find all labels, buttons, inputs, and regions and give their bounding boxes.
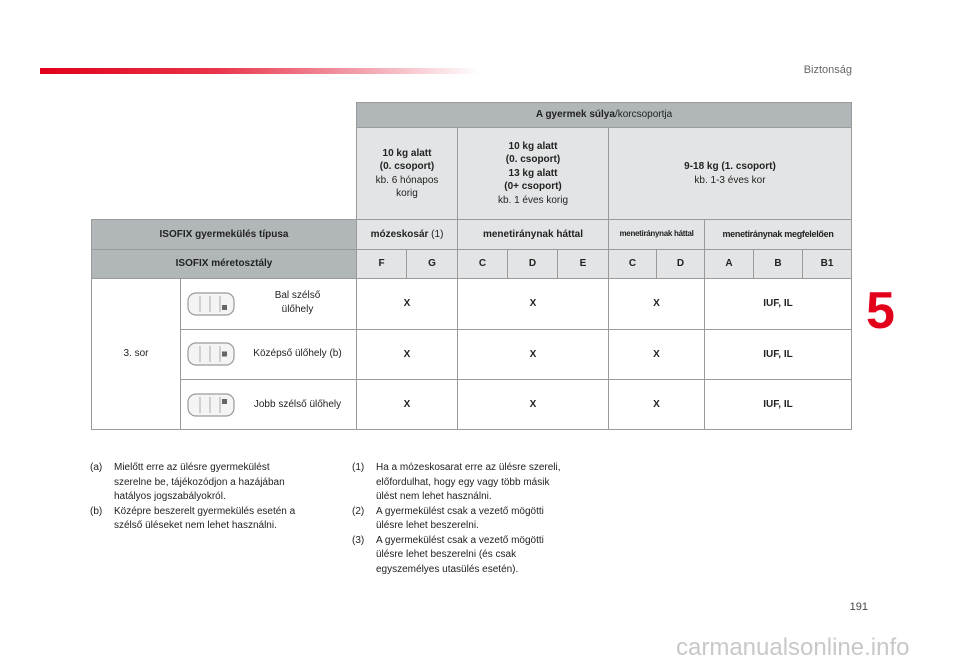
page-number: 191: [849, 601, 868, 613]
note-item: (3) A gyermekülést csak a vezető mögötti ülésre lehet beszerelni (és csak egyszemélyes utasülés esetén).: [352, 534, 544, 575]
size-class-cell: C: [457, 249, 508, 279]
type-cell-0: mózeskosár (1): [356, 219, 458, 250]
watermark: carmanualsonline.info: [676, 634, 910, 661]
size-class-label: ISOFIX méretosztály: [91, 249, 357, 279]
seat-name-middle: Középső ülőhely (b): [253, 348, 342, 359]
section-title: Biztonság: [803, 64, 852, 76]
value-cell: IUF, IL: [704, 278, 852, 330]
type-cell-2: menetiránynak háttal: [608, 219, 705, 250]
group-cell-1: 10 kg alatt (0. csoport) 13 kg alatt (0+ csoport) kb. 1 éves korig: [457, 127, 609, 220]
isofix-type-label: ISOFIX gyermekülés típusa: [91, 219, 357, 250]
value-cell: IUF, IL: [704, 379, 852, 430]
size-class-cell: E: [557, 249, 609, 279]
group-cell-0: 10 kg alatt (0. csoport) kb. 6 hónapos korig: [356, 127, 458, 220]
note-item: (a) Mielőtt erre az ülésre gyermekülést szerelne be, tájékozódjon a hazájában hatályos jogszabályokról.: [90, 462, 285, 502]
size-class-cell: D: [656, 249, 705, 279]
notes-left: [90, 461, 340, 534]
size-class-cell: G: [406, 249, 458, 279]
size-class-cell: C: [608, 249, 657, 279]
car-seat-middle-icon: [186, 341, 236, 367]
value-cell: X: [457, 329, 609, 380]
value-cell: X: [608, 379, 705, 430]
size-class-cell: B: [753, 249, 803, 279]
seat-name-right: Jobb szélső ülőhely: [253, 399, 342, 410]
seat-name-left: Bal szélső ülőhely: [274, 290, 321, 315]
size-class-cell: B1: [802, 249, 852, 279]
car-seat-right-icon: [186, 392, 236, 418]
value-cell: IUF, IL: [704, 329, 852, 380]
value-cell: X: [356, 278, 458, 330]
value-cell: X: [608, 329, 705, 380]
notes-right: [352, 461, 612, 577]
type-cell-3: menetiránynak megfelelően: [704, 219, 852, 250]
value-cell: X: [457, 278, 609, 330]
size-class-cell: F: [356, 249, 407, 279]
chapter-number: 5: [866, 282, 895, 340]
value-cell: X: [608, 278, 705, 330]
value-cell: X: [457, 379, 609, 430]
note-item: (2) A gyermekülést csak a vezető mögötti ülésre lehet beszerelni.: [352, 505, 544, 531]
header-accent-bar: [40, 68, 480, 74]
value-cell: X: [356, 329, 458, 380]
row-label: 3. sor: [91, 278, 181, 430]
car-seat-left-icon: [186, 291, 236, 317]
note-item: (1) Ha a mózeskosarat erre az ülésre szereli, előfordulhat, hogy egy vagy több másik ülést nem lehet használni.: [352, 462, 561, 502]
size-class-cell: D: [507, 249, 558, 279]
note-item: (b) Középre beszerelt gyermekülés esetén a szélső üléseket nem lehet használni.: [90, 505, 296, 531]
weight-header: A gyermek súlya/korcsoportja: [356, 102, 852, 128]
size-class-cell: A: [704, 249, 754, 279]
group-cell-2: 9-18 kg (1. csoport) kb. 1-3 éves kor: [608, 127, 852, 220]
value-cell: X: [356, 379, 458, 430]
type-cell-1: menetiránynak háttal: [457, 219, 609, 250]
